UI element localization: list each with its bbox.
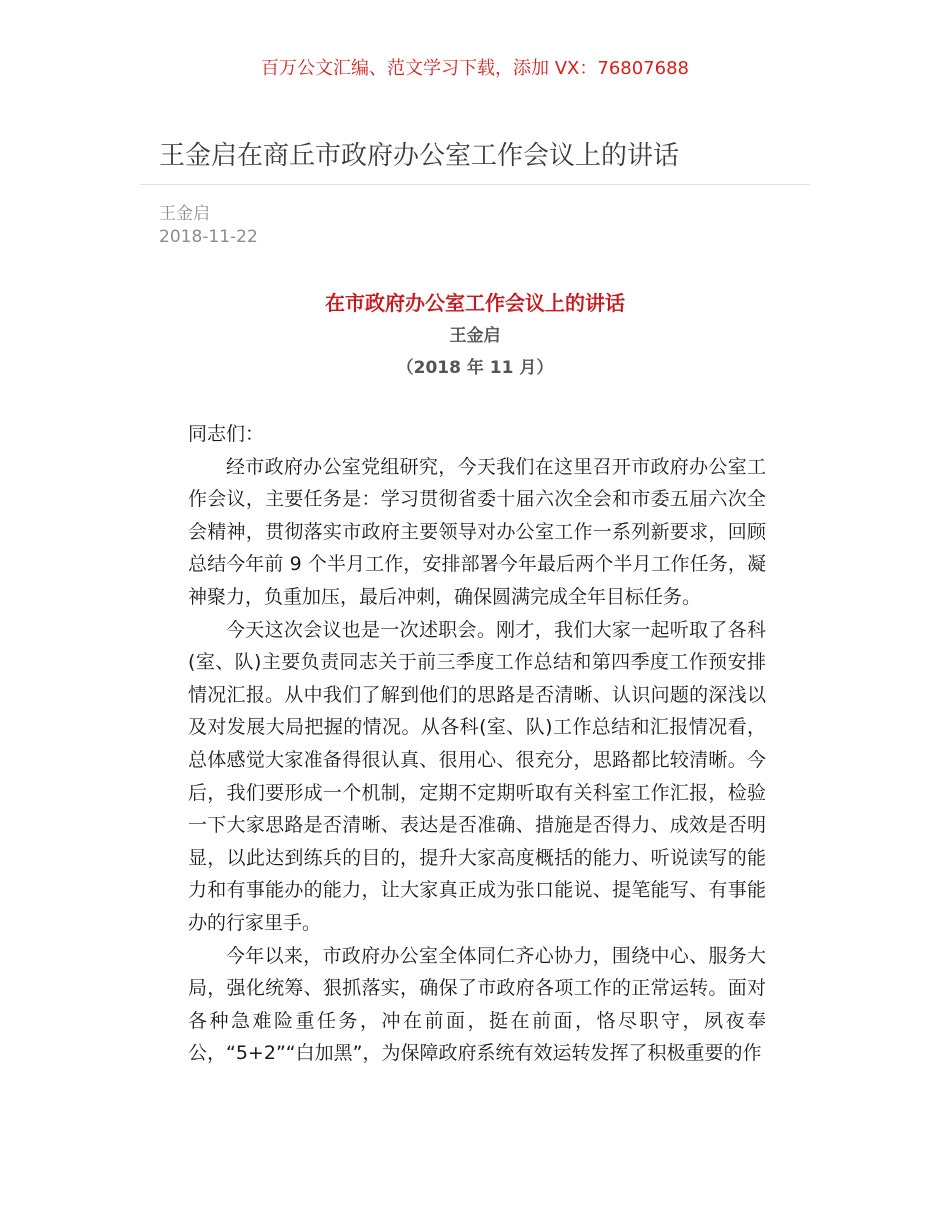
document-title: 在市政府办公室工作会议上的讲话 [325,291,625,315]
document-date: （2018 年 11 月） [396,358,554,378]
article-date: 2018-11-22 [159,227,258,247]
article-author: 王金启 [159,204,210,224]
document-author: 王金启 [449,326,501,346]
title-divider [140,184,810,185]
paragraph: 经市政府办公室党组研究，今天我们在这里召开市政府办公室工作会议，主要任务是：学习贯彻省委十届六次全会和市委五届六次全会精神，贯彻落实市政府主要领导对办公室工作一系列新要求，回顾总结今年前 9 个半月工作，安排部署今年最后两个半月工作任务，凝神聚力，负重加压，最后冲刺，确保圆满完成全年目标任务。 [188,455,766,608]
salutation: 同志们： [188,423,265,445]
article-title: 王金启在商丘市政府办公室工作会议上的讲话 [159,141,680,171]
document-heading [0,288,950,382]
paragraph: 今天这次会议也是一次述职会。刚才，我们大家一起听取了各科(室、队)主要负责同志关于前三季度工作总结和第四季度工作预安排情况汇报。从中我们了解到他们的思路是否清晰、认识问题的深浅以及对发展大局把握的情况。从各科(室、队)工作总结和汇报情况看，总体感觉大家准备得很认真、很用心、很充分，思路都比较清晰。今后，我们要形成一个机制，定期不定期听取有关科室工作汇报，检验一下大家思路是否清晰、表达是否准确、措施是否得力、成效是否明显，以此达到练兵的目的，提升大家高度概括的能力、听说读写的能力和有事能办的能力，让大家真正成为张口能说、提笔能写、有事能办的行家里手。 [188,618,766,934]
document-body [188,418,766,1070]
article-meta [159,203,258,249]
paragraph: 今年以来，市政府办公室全体同仁齐心协力，围绕中心、服务大局，强化统筹、狠抓落实，确保了市政府各项工作的正常运转。面对各种急难险重任务，冲在前面，挺在前面，恪尽职守，夙夜奉公，“5+2”“白加黑”，为保障政府系统有效运转发挥了积极重要的作 [188,944,766,1065]
promo-banner: 百万公文汇编、范文学习下载，添加 VX：76807688 [261,58,689,79]
